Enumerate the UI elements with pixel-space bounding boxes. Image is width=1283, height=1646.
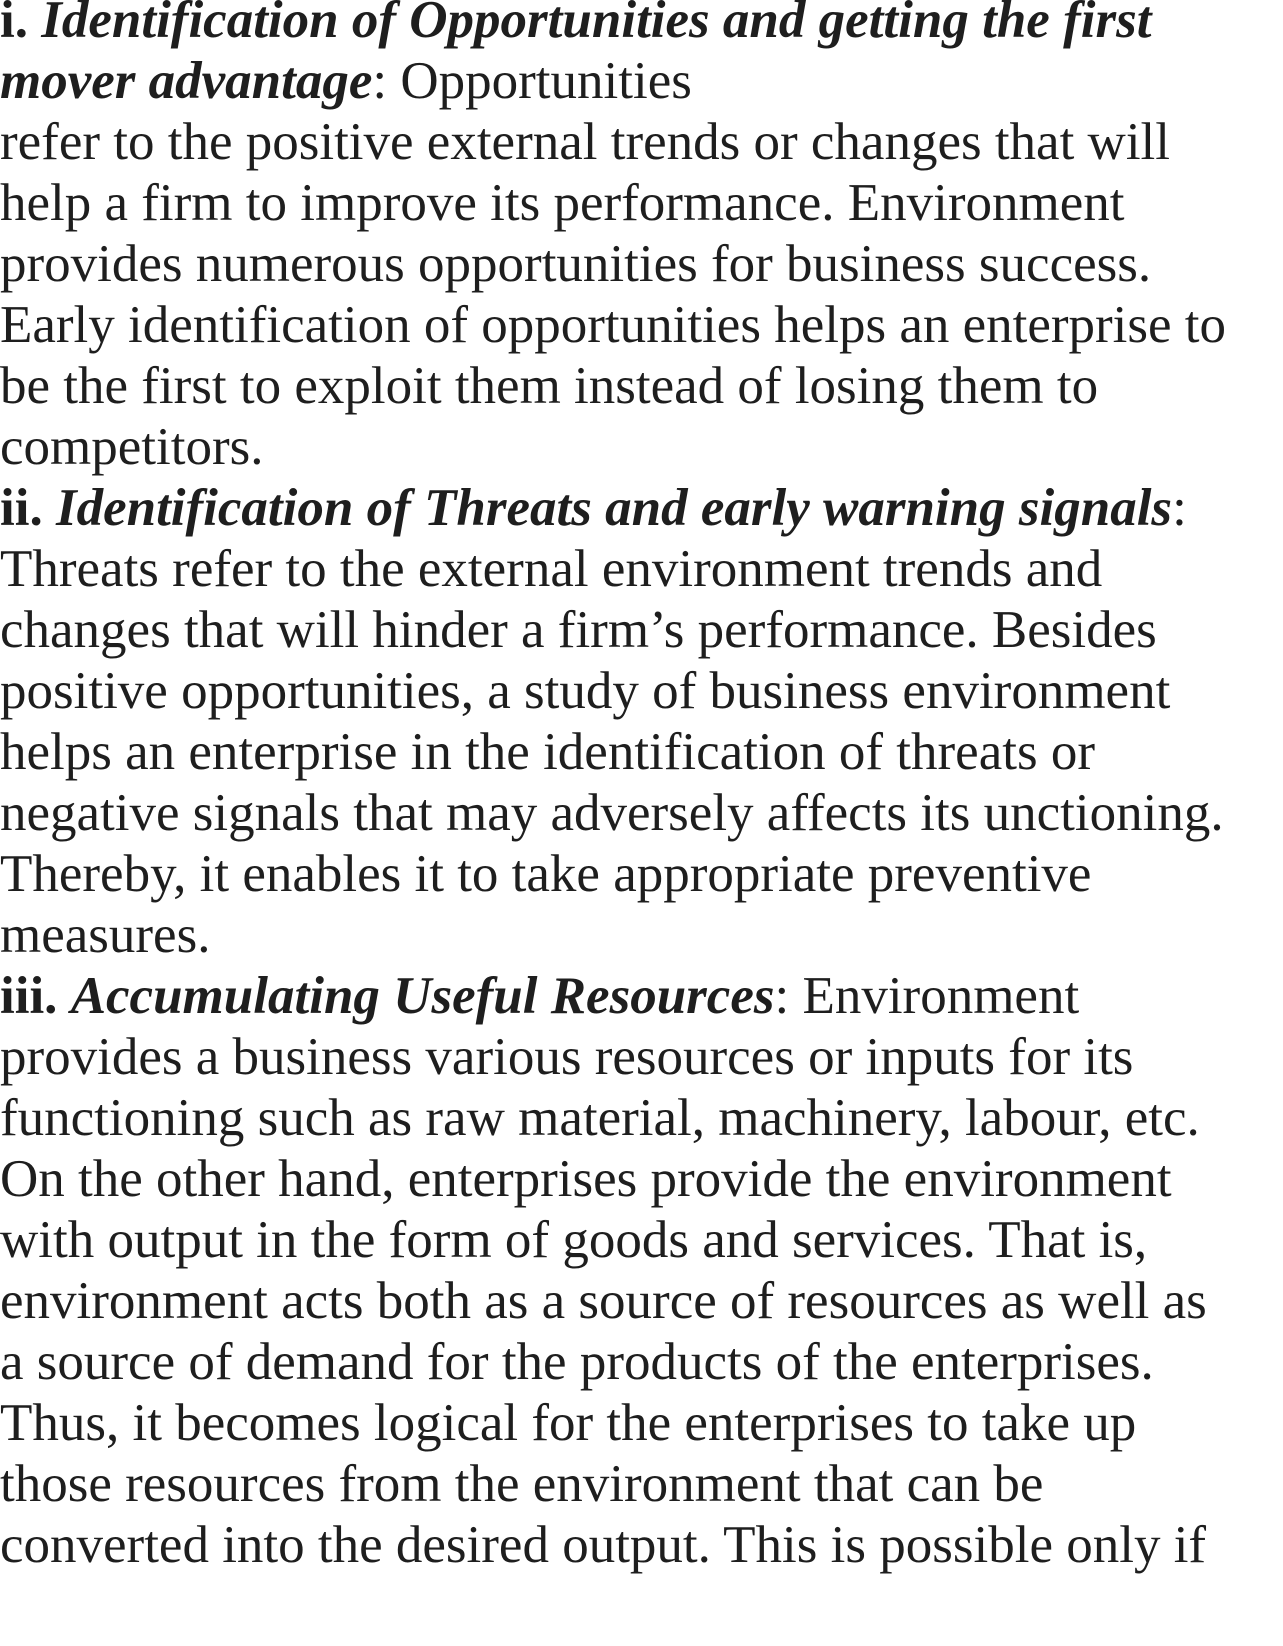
section-i-body-line: competitors. xyxy=(0,418,264,476)
section-i-heading-line-2 xyxy=(0,49,692,113)
section-ii-body-line: Threats refer to the external environment trends and xyxy=(0,540,1103,598)
section-ii-body-line: negative signals that may adversely affects its unctioning. xyxy=(0,784,1224,842)
section-ii-body-line: measures. xyxy=(0,906,211,964)
section-iii-heading-line xyxy=(0,964,1079,1028)
section-iii-body-line: functioning such as raw material, machinery, labour, etc. xyxy=(0,1089,1200,1147)
section-i-numeral: i. xyxy=(0,0,28,49)
section-i-body-line: help a firm to improve its performance. Environment xyxy=(0,174,1125,232)
section-iii-body-line: On the other hand, enterprises provide the environment xyxy=(0,1150,1172,1208)
section-iii-heading-tail: : Environment xyxy=(774,967,1080,1025)
section-iii-body-line: converted into the desired output. This is possible only if xyxy=(0,1516,1207,1574)
section-iii-body-line: provides a business various resources or inputs for its xyxy=(0,1028,1134,1086)
section-ii-body-line: changes that will hinder a firm’s performance. Besides xyxy=(0,601,1157,659)
section-i-body-line: be the first to exploit them instead of losing them to xyxy=(0,357,1099,415)
section-iii-body-line: with output in the form of goods and services. That is, xyxy=(0,1211,1148,1269)
section-ii-heading: Identification of Threats and early warning signals xyxy=(55,479,1173,537)
section-iii-body-line: those resources from the environment that can be xyxy=(0,1455,1044,1513)
section-i-heading-part-1: Identification of Opportunities and getting the first xyxy=(41,0,1152,49)
section-iii-body-line: environment acts both as a source of resources as well as xyxy=(0,1272,1207,1330)
section-iii-body-line: a source of demand for the products of the enterprises. xyxy=(0,1333,1154,1391)
section-i-body-line: provides numerous opportunities for business success. xyxy=(0,235,1152,293)
section-i-heading-tail: : Opportunities xyxy=(372,52,692,110)
section-iii-numeral: iii. xyxy=(0,967,58,1025)
section-ii-body-line: helps an enterprise in the identification of threats or xyxy=(0,723,1095,781)
section-i-heading-line-1 xyxy=(0,0,1151,52)
section-iii-heading: Accumulating Useful Resources xyxy=(70,967,775,1025)
section-ii-body-line: Thereby, it enables it to take appropriate preventive xyxy=(0,845,1092,903)
section-ii-numeral: ii. xyxy=(0,479,43,537)
section-i-body-line: refer to the positive external trends or changes that will xyxy=(0,113,1171,171)
section-ii-heading-line xyxy=(0,476,1187,540)
section-ii-body-line: positive opportunities, a study of business environment xyxy=(0,662,1171,720)
section-i-body-line: Early identification of opportunities helps an enterprise to xyxy=(0,296,1227,354)
section-i-heading-part-2: mover advantage xyxy=(0,52,373,110)
section-ii-heading-tail: : xyxy=(1172,479,1187,537)
section-iii-body-line: Thus, it becomes logical for the enterprises to take up xyxy=(0,1394,1137,1452)
